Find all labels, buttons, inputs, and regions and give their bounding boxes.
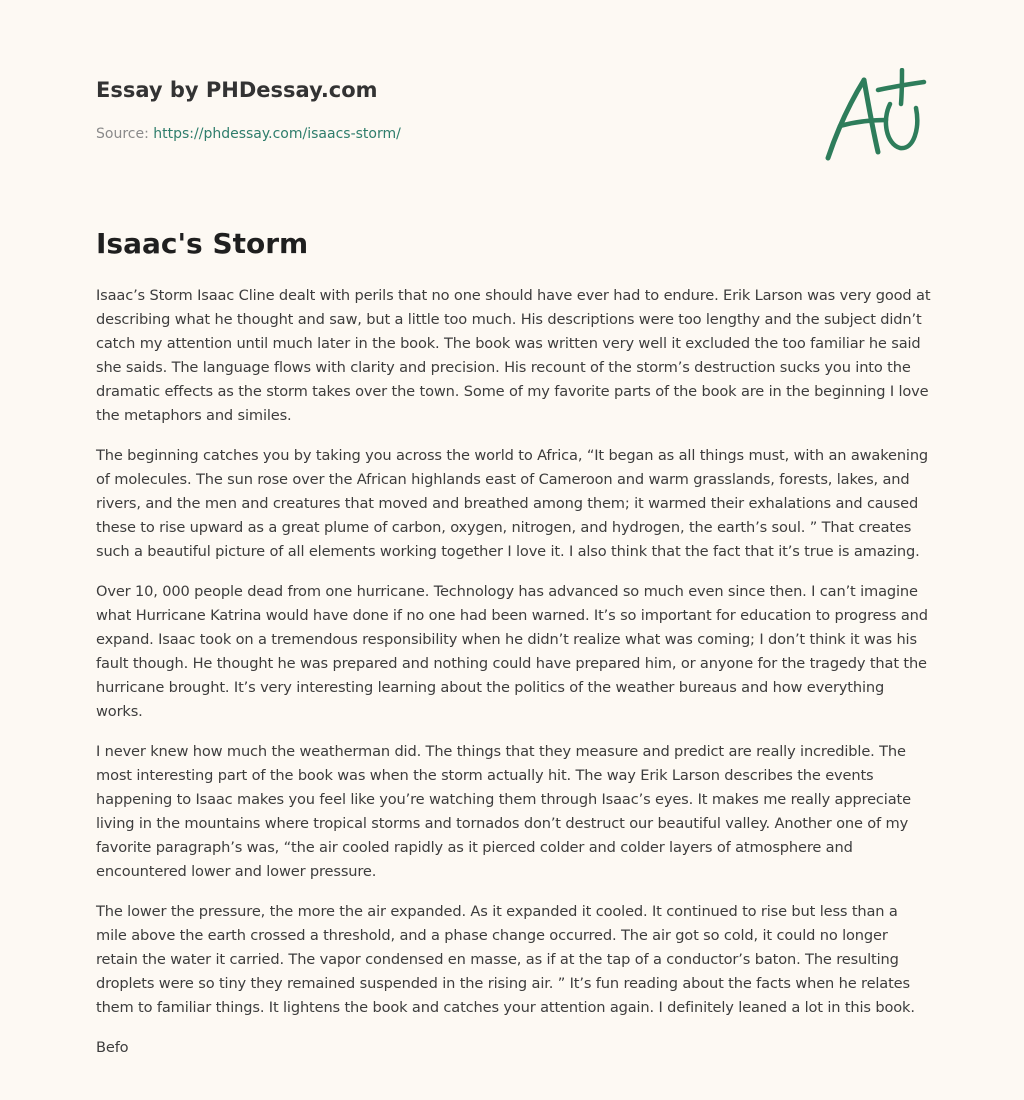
essay-paragraph-truncated: Befo: [96, 1039, 129, 1056]
essay-body: [96, 284, 932, 1076]
essay-paragraph: Isaac’s Storm Isaac Cline dealt with perils that no one should have ever had to endure. Erik Larson was very good at describing what he thought and saw, but a little too much. His descriptions were too lengthy and the subject didn’t catch my attention until much later in the book. The book was written very well it excluded the too familiar he said she saids. The language flows with clarity and precision. His recount of the storm’s destruction sucks you into the dramatic effects as the storm takes over the town. Some of my favorite parts of the book are in the beginning I love the metaphors and similes.: [96, 287, 931, 424]
source-line: [96, 124, 796, 144]
essay-paragraph: I never knew how much the weatherman did. The things that they measure and predict are really incredible. The most interesting part of the book was when the storm actually hit. The way Erik Larson describes the events happening to Isaac makes you feel like you’re watching them through Isaac’s eyes. It makes me really appreciate living in the mountains where tropical storms and tornados don’t destruct our beautiful valley. Another one of my favorite paragraph’s was, “the air cooled rapidly as it pierced colder and colder layers of atmosphere and encountered lower and lower pressure.: [96, 743, 911, 880]
site-title: Essay by PHDessay.com: [96, 78, 378, 102]
essay-paragraph: The beginning catches you by taking you across the world to Africa, “It began as all things must, with an awakening of molecules. The sun rose over the African highlands east of Cameroon and warm grasslands, forests, lakes, and rivers, and the men and creatures that moved and breathed among them; it warmed their exhalations and caused these to rise upward as a great plume of carbon, oxygen, nitrogen, and hydrogen, the earth’s soul. ” That creates such a beautiful picture of all elements working together I love it. I also think that the fact that it’s true is amazing.: [96, 447, 929, 560]
source-link[interactable]: https://phdessay.com/isaacs-storm/: [153, 126, 401, 142]
essay-title: Isaac's Storm: [96, 227, 309, 260]
page-header: [96, 76, 796, 144]
source-label: Source:: [96, 126, 154, 142]
essay-paragraph: Over 10, 000 people dead from one hurricane. Technology has advanced so much even since then. I can’t imagine what Hurricane Katrina would have done if no one had been warned. It’s so important for education to progress and expand. Isaac took on a tremendous responsibility when he didn’t realize what was coming; I don’t think it was his fault though. He thought he was prepared and nothing could have prepared him, or anyone for the tragedy that the hurricane brought. It’s very interesting learning about the politics of the weather bureaus and how everything works.: [96, 583, 928, 720]
a-plus-grade-icon: [822, 68, 928, 164]
essay-paragraph: The lower the pressure, the more the air expanded. As it expanded it cooled. It continued to rise but less than a mile above the earth crossed a threshold, and a phase change occurred. The air got so cold, it could no longer retain the water it carried. The vapor condensed en masse, as if at the tap of a conductor’s baton. The resulting droplets were so tiny they remained suspended in the rising air. ” It’s fun reading about the facts when he relates them to familiar things. It lightens the book and catches your attention again. I definitely leaned a lot in this book.: [96, 903, 915, 1016]
